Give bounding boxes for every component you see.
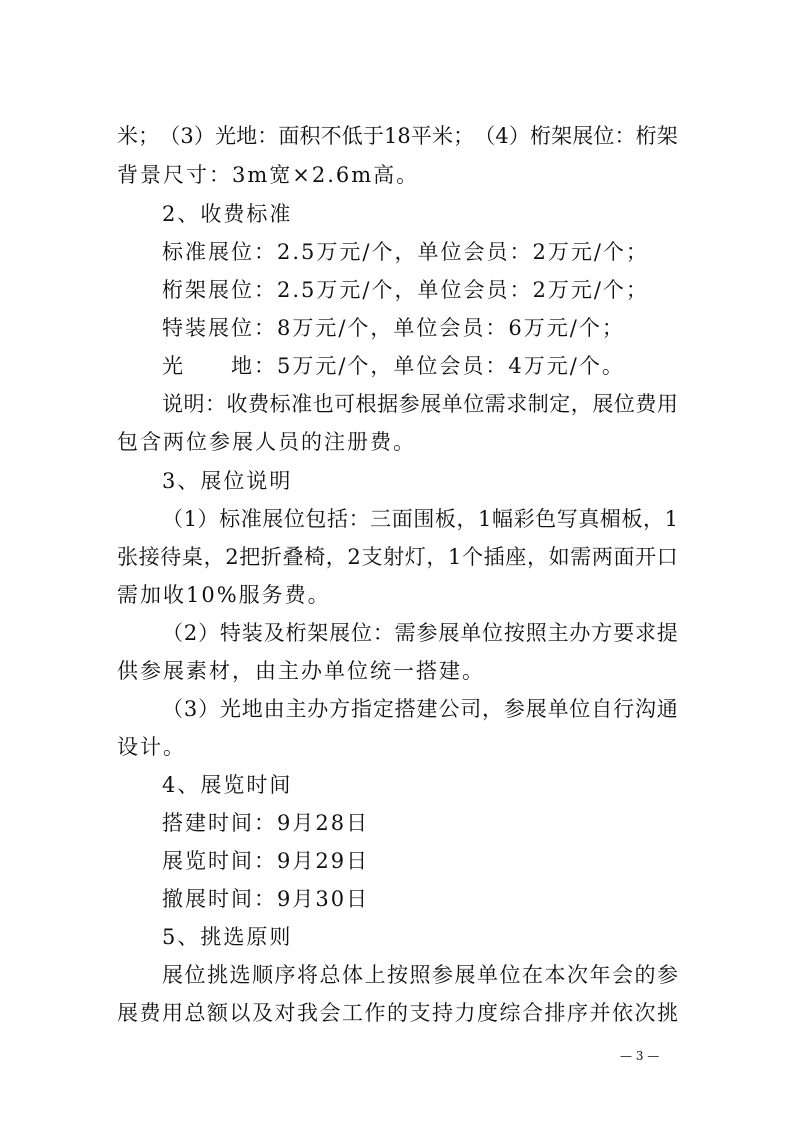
text-line: （ 2 ） 特 装 及 桁 架 展 位 ： 需 参 展 单 位 按 照 主 办 方 要 求 提: [162, 621, 678, 645]
text-line: 展览时间：9月29日: [162, 849, 370, 873]
text-line: 米 ； （ 3 ） 光 地 ： 面 积 不 低 于 18 平 米 ； （ 4 ） 桁 架 展 位 ： 桁 架: [117, 124, 678, 148]
text-line: 设计。: [117, 735, 186, 759]
text-line: 供参展素材，由主办单位统一搭建。: [117, 659, 485, 683]
text-line: 背景尺寸：3m宽×2.6m高。: [117, 163, 420, 187]
text-line: （ 1 ） 标 准 展 位 包 括 ： 三 面 围 板 ， 1 幅 彩 色 写 真 楣 板 ， 1: [162, 507, 678, 531]
text-line: 包含两位参展人员的注册费。: [117, 430, 416, 454]
text-line: 展 位 挑 选 顺 序 将 总 体 上 按 照 参 展 单 位 在 本 次 年 会 的 参: [162, 963, 678, 987]
text-line: 搭建时间：9月28日: [162, 811, 370, 835]
text-line: 4、展览时间: [162, 773, 293, 797]
text-line: 撤展时间：9月30日: [162, 887, 370, 911]
text-line: 3、展位说明: [162, 469, 293, 493]
text-line: 光 地：5万元/个，单位会员：4万元/个。: [162, 354, 625, 378]
text-line: 说 明 ： 收 费 标 准 也 可 根 据 参 展 单 位 需 求 制 定 ， 展 位 费 用: [162, 392, 678, 416]
text-line: （ 3 ） 光 地 由 主 办 方 指 定 搭 建 公 司 ， 参 展 单 位 自 行 沟 通: [162, 697, 678, 721]
text-line: 5、挑选原则: [162, 925, 293, 949]
text-line: 张 接 待 桌 ， 2 把 折 叠 椅 ， 2 支 射 灯 ， 1 个 插 座 ， 如 需 两 面 开 口: [117, 545, 678, 569]
page-number: — 3 —: [620, 1049, 660, 1063]
text-line: 标准展位：2.5万元/个，单位会员：2万元/个；: [162, 240, 649, 264]
text-line: 展 费 用 总 额 以 及 对 我 会 工 作 的 支 持 力 度 综 合 排 序 并 依 次 挑: [117, 1001, 678, 1025]
text-line: 2、收费标准: [162, 202, 293, 226]
text-line: 桁架展位：2.5万元/个，单位会员：2万元/个；: [162, 278, 649, 302]
text-line: 特装展位：8万元/个，单位会员：6万元/个；: [162, 316, 625, 340]
text-line: 需加收10%服务费。: [117, 583, 331, 607]
